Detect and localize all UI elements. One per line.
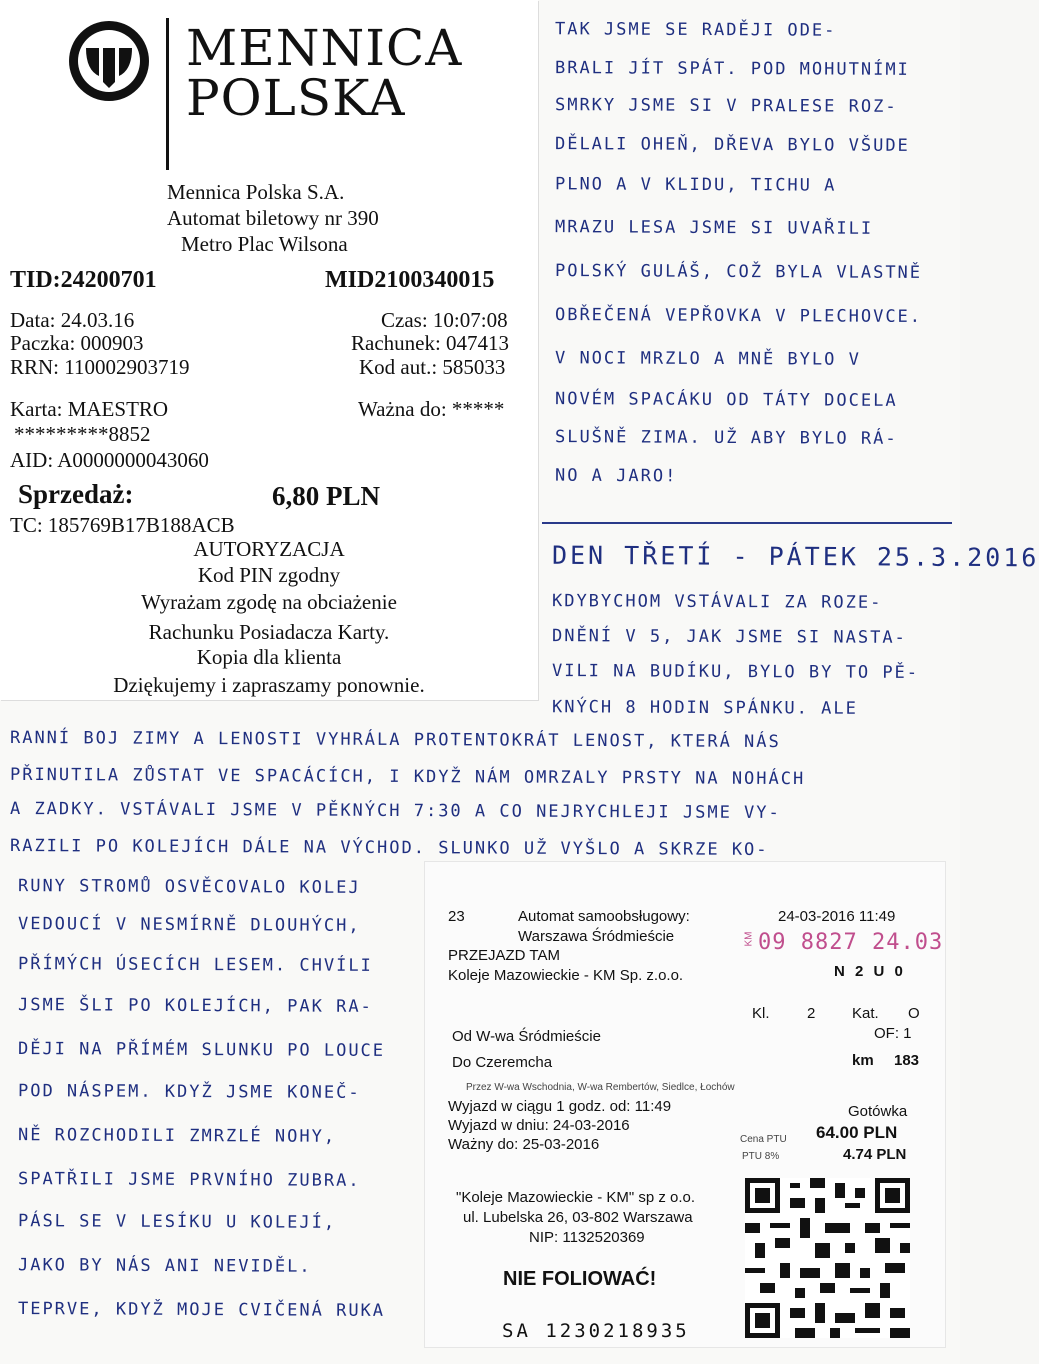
receipt-time: Czas: 10:07:08 [381, 308, 508, 332]
validation-stamp: 09 8827 24.03 [758, 930, 944, 955]
sale-amount: 6,80 PLN [272, 481, 380, 511]
ticket-from: Od W-wa Śródmieście [452, 1028, 601, 1045]
diary-line: A ZADKY. VSTÁVALI JSME V PĚKNÝCH 7:30 A CO NEJRYCHLEJI JSME VY- [9, 798, 781, 824]
ticket-machine-line1: Automat samoobsługowy: [518, 908, 690, 925]
receipt-auth-code: Kod aut.: 585033 [359, 355, 506, 379]
sale-label: Sprzedaż: [18, 479, 134, 509]
diary-line: NO A JARO! [554, 465, 678, 487]
qr-code-icon [745, 1178, 910, 1338]
terminal-id: TID:24200701 [10, 267, 157, 293]
diary-line: VEDOUCÍ V NESMÍRNĚ DLOUHÝCH, [17, 914, 361, 936]
receipt-line: Kopia dla klienta [196, 645, 342, 669]
stamp-side-label: KM [743, 931, 755, 947]
category-value: O [908, 1005, 920, 1022]
ticket-operator: Koleje Mazowieckie - KM Sp. z.o.o. [448, 967, 684, 984]
km-label: km [852, 1052, 874, 1069]
ticket-via: Przez W-wa Wschodnia, W-wa Rembertów, Siedlce, Łochów [466, 1082, 735, 1093]
diary-line: TAK JSME SE RADĚJI ODE- [554, 19, 837, 41]
vat-label: PTU 8% [742, 1151, 780, 1162]
diary-line: BRALI JÍT SPÁT. POD MOHUTNÍMI [554, 58, 910, 80]
diary-line: PÁSL SE V LESÍKU U KOLEJÍ, [17, 1211, 337, 1233]
transaction-certificate: TC: 185769B17B188ACB [10, 513, 235, 537]
diary-line: POD NÁSPEM. KDYŽ JSME KONEČ- [17, 1081, 361, 1103]
diary-line: DNĚNÍ V 5, JAK JSME SI NASTA- [551, 626, 907, 648]
receipt-line: AUTORYZACJA [193, 537, 345, 561]
ticket-to: Do Czeremcha [452, 1054, 553, 1071]
card-aid: AID: A0000000043060 [10, 448, 209, 472]
card-valid: Ważna do: ***** [358, 397, 505, 421]
company-line1: "Koleje Mazowieckie - KM" sp z o.o. [456, 1189, 696, 1206]
km-value: 183 [894, 1052, 920, 1069]
card-type: Karta: MAESTRO [10, 397, 169, 421]
receipt-line: Wyrażam zgodę na obciażenie [141, 590, 397, 614]
diary-line: DĚLALI OHEŇ, DŘEVA BYLO VŠUDE [554, 134, 910, 156]
valid-to: Ważny do: 25-03-2016 [448, 1136, 600, 1153]
company-line2: ul. Lubelska 26, 03-802 Warszawa [463, 1209, 693, 1226]
diary-line: PŘÍMÝCH ÚSECÍCH LESEM. CHVÍLI [17, 954, 373, 976]
receipt-rrn: RRN: 110002903719 [10, 355, 190, 379]
departure-day: Wyjazd w dniu: 24-03-2016 [448, 1117, 630, 1134]
diary-line: NOVÉM SPACÁKU OD TÁTY DOCELA [554, 389, 898, 411]
diary-line: JAKO BY NÁS ANI NEVIDĚL. [17, 1255, 312, 1277]
payment-receipt [0, 0, 538, 700]
warning-text: NIE FOLIOWAĆ! [503, 1268, 657, 1290]
receipt-batch: Paczka: 000903 [10, 331, 144, 355]
diary-line: OBŘEČENÁ VEPŘOVKA V PLECHOVCE. [554, 305, 923, 327]
mint-logo-icon [66, 18, 152, 104]
diary-line: V NOCI MRZLO A MNĚ BYLO V [554, 348, 861, 370]
brand-name-line2: POLSKA [186, 69, 406, 127]
merchant-id: MID2100340015 [325, 267, 495, 293]
machine-number: Automat biletowy nr 390 [167, 206, 379, 230]
ticket-number: 23 [448, 908, 465, 925]
diary-line: KDYBYCHOM VSTÁVALI ZA ROZE- [551, 591, 883, 613]
departure-window: Wyjazd w ciągu 1 godz. od: 11:49 [448, 1098, 672, 1115]
price-label: Cena PTU [740, 1134, 787, 1145]
diary-line: VILI NA BUDÍKU, BYLO BY TO PĚ- [551, 661, 920, 683]
diary-line: SLUŠNĚ ZIMA. UŽ ABY BYLO RÁ- [554, 427, 898, 449]
day-heading: DEN TŘETÍ - PÁTEK 25.3.2016 [551, 540, 1039, 573]
ticket-code: N 2 U 0 [834, 963, 906, 980]
section-divider [542, 522, 952, 524]
diary-line: RUNY STROMŮ OSVĚCOVALO KOLEJ [17, 876, 361, 898]
machine-location: Metro Plac Wilsona [181, 232, 348, 256]
diary-line: KNÝCH 8 HODIN SPÁNKU. ALE [551, 697, 858, 719]
card-number: *********8852 [14, 422, 151, 446]
diary-line: JSME ŠLI PO KOLEJÍCH, PAK RA- [17, 995, 373, 1017]
diary-line: PŘINUTILA ZŮSTAT VE SPACÁCÍCH, I KDYŽ NÁM OMRZALY PRSTY NA NOHÁCH [9, 764, 806, 790]
diary-line: RAZILI PO KOLEJÍCH DÁLE NA VÝCHOD. SLUNKO UŽ VYŠLO A SKRZE KO- [9, 836, 769, 860]
ticket-serial: SA 1230218935 [502, 1320, 690, 1342]
class-label: Kl. [752, 1005, 770, 1022]
receipt-line: Rachunku Posiadacza Karty. [148, 620, 390, 644]
diary-line: MRAZU LESA JSME SI UVAŘILI [554, 217, 874, 239]
diary-line: DĚJI NA PŘÍMÉM SLUNKU PO LOUCE [17, 1039, 386, 1061]
diary-line: SMRKY JSME SI V PRALESE ROZ- [554, 95, 898, 117]
ticket-type: PRZEJAZD TAM [448, 947, 560, 964]
payment-method: Gotówka [848, 1103, 908, 1120]
diary-line: TEPRVE, KDYŽ MOJE CVIČENÁ RUKA [17, 1299, 386, 1321]
receipt-date: Data: 24.03.16 [10, 308, 135, 332]
receipt-line: Dziękujemy i zapraszamy ponownie. [113, 673, 425, 697]
diary-line: POLSKÝ GULÁŠ, COŽ BYLA VLASTNĚ [554, 261, 923, 283]
class-value: 2 [807, 1005, 816, 1022]
company-name: Mennica Polska S.A. [167, 180, 345, 204]
vat-amount: 4.74 PLN [843, 1146, 907, 1163]
company-line3: NIP: 1132520369 [529, 1229, 645, 1246]
ticket-of: OF: 1 [874, 1025, 912, 1042]
logo-divider [166, 18, 169, 170]
diary-line: PLNO A V KLIDU, TICHU A [554, 174, 837, 196]
ticket-datetime: 24-03-2016 11:49 [778, 908, 896, 925]
ticket-machine-line2: Warszawa Śródmieście [518, 928, 675, 945]
ticket-price: 64.00 PLN [816, 1123, 898, 1142]
receipt-line: Kod PIN zgodny [197, 563, 341, 587]
brand-name-line1: MENNICA [186, 19, 463, 77]
category-label: Kat. [852, 1005, 879, 1022]
diary-line: RANNÍ BOJ ZIMY A LENOSTI VYHRÁLA PROTENTOKRÁT LENOST, KTERÁ NÁS [9, 727, 781, 753]
receipt-account: Rachunek: 047413 [351, 331, 510, 355]
diary-line: SPATŘILI JSME PRVNÍHO ZUBRA. [17, 1169, 361, 1191]
diary-line: NĚ ROZCHODILI ZMRZLÉ NOHY, [17, 1125, 337, 1147]
